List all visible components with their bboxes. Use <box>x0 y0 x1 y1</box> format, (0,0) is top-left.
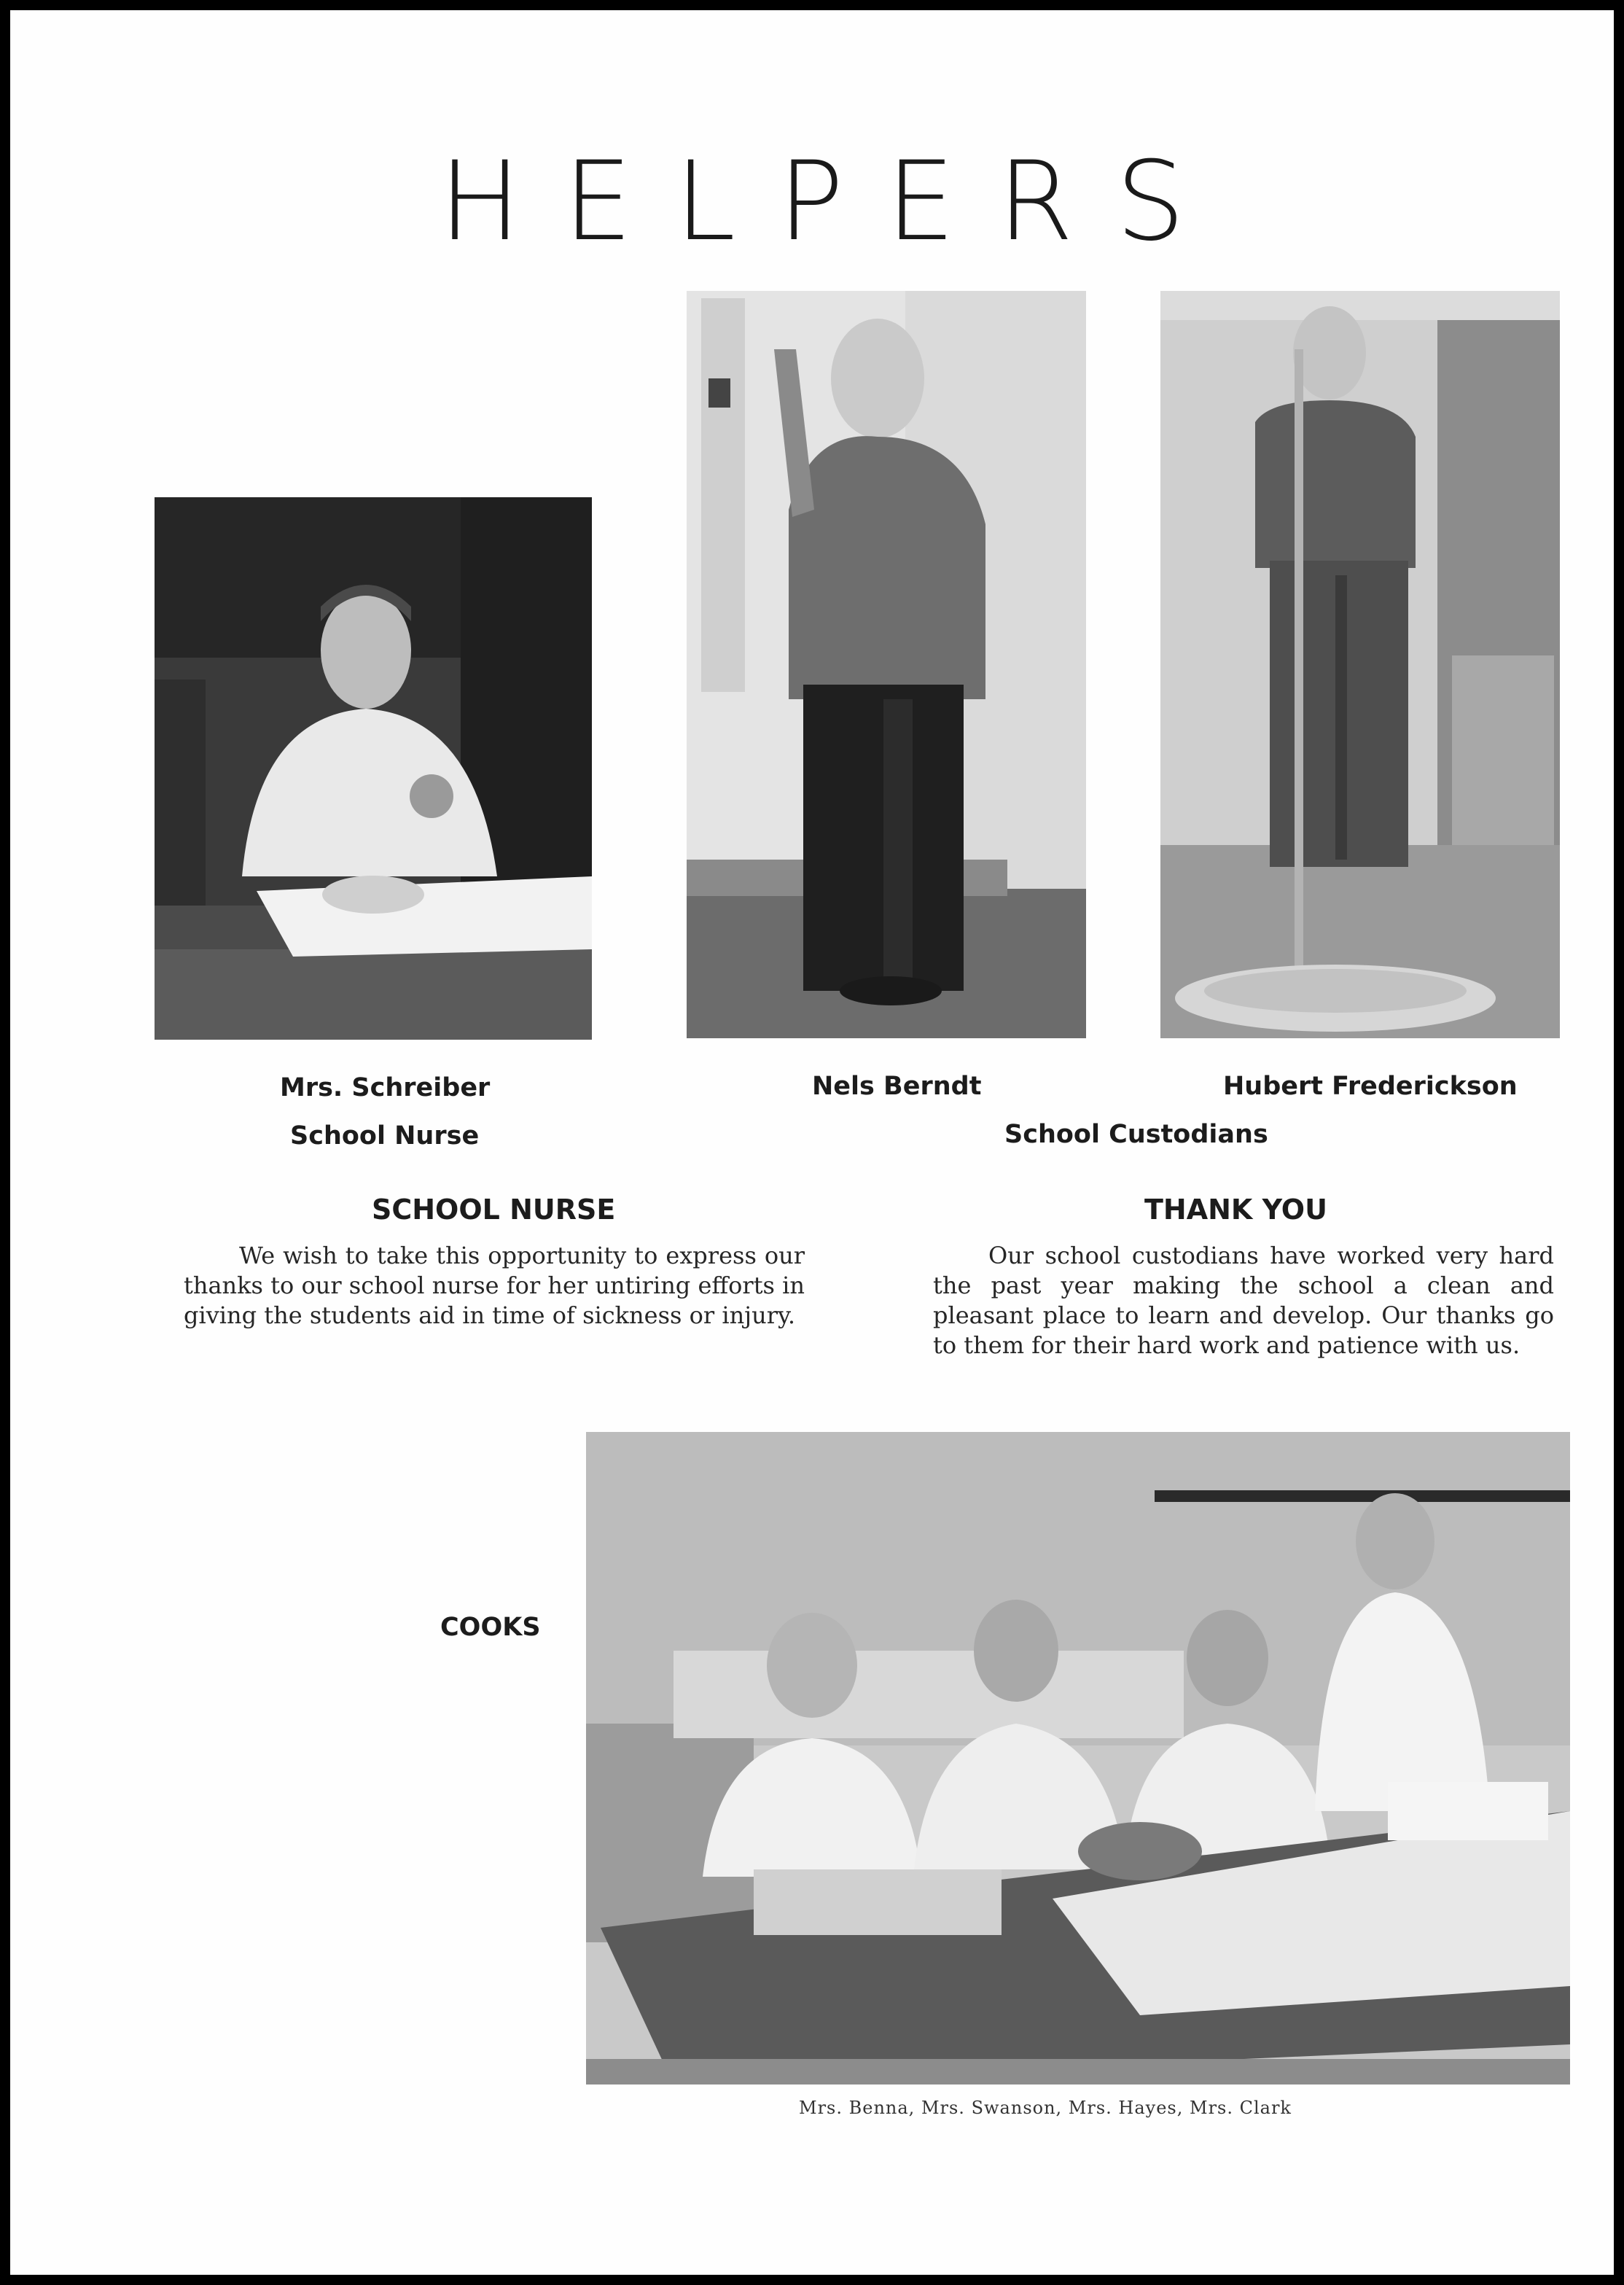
custodian-photo-hubert <box>1160 291 1560 1038</box>
page-title: HELPERS <box>439 139 1227 265</box>
nurse-photo-art <box>155 497 592 1040</box>
nurse-photo <box>155 497 592 1040</box>
nurse-heading: SCHOOL NURSE <box>372 1194 616 1226</box>
custodian-name-hubert: Hubert Frederickson <box>1223 1072 1518 1101</box>
custodian-heading: THANK YOU <box>1144 1194 1327 1226</box>
yearbook-page <box>10 10 1614 2275</box>
cooks-photo <box>586 1432 1570 2084</box>
custodian-text: Our school custodians have worked very hard the past year making the school a clean and pleasant place to learn and develop. Our thanks go to them for their hard work and patience with us. <box>933 1242 1554 1359</box>
custodian-photo-hubert-art <box>1160 291 1560 1038</box>
nurse-name: Mrs. Schreiber <box>280 1073 491 1102</box>
custodian-photo-nels-art <box>687 291 1086 1038</box>
nurse-text: We wish to take this opportunity to express our thanks to our school nurse for her untiring efforts in giving the students aid in time of sickness or injury. <box>184 1242 805 1329</box>
custodians-role: School Custodians <box>1004 1120 1268 1149</box>
custodian-name-nels: Nels Berndt <box>812 1072 982 1101</box>
custodian-photo-nels <box>687 291 1086 1038</box>
cooks-photo-art <box>586 1432 1570 2084</box>
cooks-names: Mrs. Benna, Mrs. Swanson, Mrs. Hayes, Mrs. Clark <box>799 2098 1292 2118</box>
nurse-role: School Nurse <box>290 1121 480 1151</box>
cooks-label: COOKS <box>440 1613 541 1642</box>
